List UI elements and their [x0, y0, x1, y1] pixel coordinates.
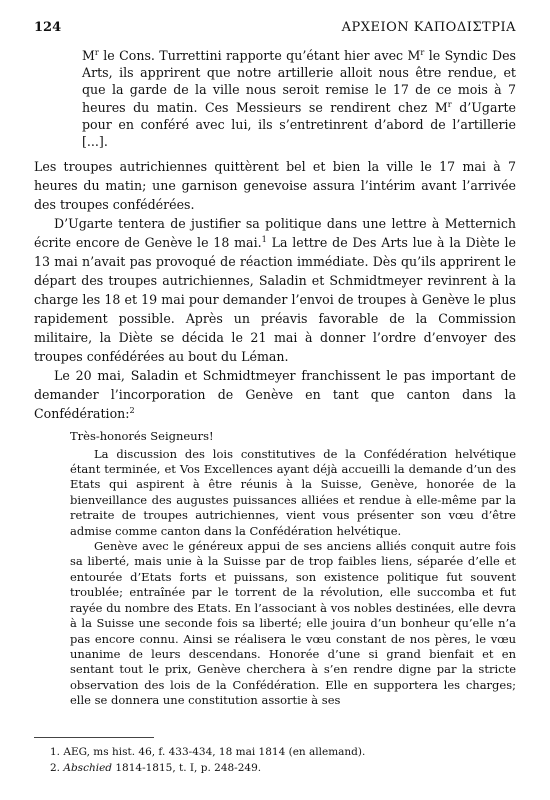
quote-block-2 — [34, 429, 516, 708]
quote1-sup: r — [420, 46, 425, 57]
page-number: 124 — [34, 20, 62, 35]
quote1-sup: r — [94, 46, 99, 57]
footnotes — [50, 744, 516, 776]
quote1-text: le Cons. Turrettini rapporte qu’étant hier avec M — [98, 48, 421, 63]
footnote-ref: 1 — [261, 234, 267, 245]
quote1-sup: r — [447, 98, 452, 109]
footnote-text: AEG, ms hist. 46, f. 433-434, 18 mai 1814 (en allemand). — [63, 746, 366, 758]
body-text — [34, 157, 516, 423]
paragraph — [34, 366, 516, 423]
footnote-number: 2. — [50, 762, 61, 774]
quote2-paragraph: Genève avec le généreux appui de ses anciens alliés conquit autre fois sa liberté, mais unie à la Suisse par de trop faibles liens, séparée d’elle et entourée d’Etats forts et puissans, son existence politique fut souvent troublée; entraînée par le torrent de la révolution, elle succomba et fut rayée du nombre des Etats. En l’associant à vos nobles destinées, elle devra à la Suisse une seconde fois sa liberté; elle jouira d’un bonheur qu’elle n’a pas encore connu. Ainsi se réalisera le vœu constant de nos pères, le vœu unanime de leurs descendans. Honorée d’une si grand bienfait et en sentant tout le prix, Genève cherchera à s’en rendre digne par la stricte observation des lois de la Confédération. Elle en supportera les charges; elle se donnera une constitution assortie à ses — [70, 539, 516, 708]
salutation: Très-honorés Seigneurs! — [70, 429, 214, 444]
footnote-divider — [34, 737, 154, 738]
page-header — [34, 20, 516, 38]
footnote-2 — [50, 760, 516, 776]
quote2-paragraph: La discussion des lois constitutives de la Confédération helvétique étant terminée, et Vos Excellences ayant déjà accueilli la demande d’un des Etats qui aspirent à être réunis à la Suisse, Genève, honorée de la bienveillance des augustes puissances alliées et rendue à elle-même par la retraite de troupes autrichiennes, vient vous présenter son vœu d’être admise comme canton dans la Confédération helvétique. — [70, 446, 516, 538]
footnote-title: Abschied — [63, 762, 113, 774]
footnote-number: 1. — [50, 746, 61, 758]
footnote-text: 1814-1815, t. I, p. 248-249. — [112, 762, 262, 774]
paragraph-text: La lettre de Des Arts lue à la Diète le 13 mai n’avait pas provoqué de réaction immédiate. Dès qu’ils apprirent le départ des troupes autrichiennes, Saladin et Schmidtmeyer revinrent à la charge les 18 et 19 mai pour demander l’envoi de troupes à Genève le plus rapidement possible. Après un préavis favorable de la Commission militaire, la Diète se décida le 21 mai à donner l’ordre d’envoyer des troupes confédérées au bout du Léman. — [34, 235, 517, 365]
main-text — [34, 47, 516, 709]
quote1-text: d’Ugarte pour en conféré avec lui, ils s’entretinrent d’abord de l’artillerie [...]. — [82, 99, 516, 150]
quote1-text: M — [82, 48, 95, 63]
quote1-text: le Syndic Des Arts, ils apprirent que notre artillerie alloit nous être rendue, et que la garde de la ville nous seroit remise le 17 de ce mois à 7 heures du matin. Ces Messieurs se rendirent chez M — [82, 48, 517, 115]
paragraph-text: Le 20 mai, Saladin et Schmidtmeyer franchissent le pas important de demander l’incorporation de Genève en tant que canton dans la Confédération: — [34, 368, 516, 422]
footnote-1 — [50, 744, 516, 760]
paragraph — [34, 214, 516, 366]
footnote-ref: 2 — [129, 405, 135, 416]
running-title: ΑΡΧΕΙΟΝ ΚΑΠΟΔΙΣΤΡΙΑ — [341, 20, 516, 35]
paragraph: Les troupes autrichiennes quittèrent bel et bien la ville le 17 mai à 7 heures du matin; une garnison genevoise assura l’intérim avant l’arrivée des troupes confédérées. — [34, 159, 516, 213]
quote-block-1 — [34, 47, 516, 150]
paragraph-text: D’Ugarte tentera de justifier sa politique dans une lettre à Metternich écrite encore de Genève le 18 mai. — [34, 216, 516, 251]
